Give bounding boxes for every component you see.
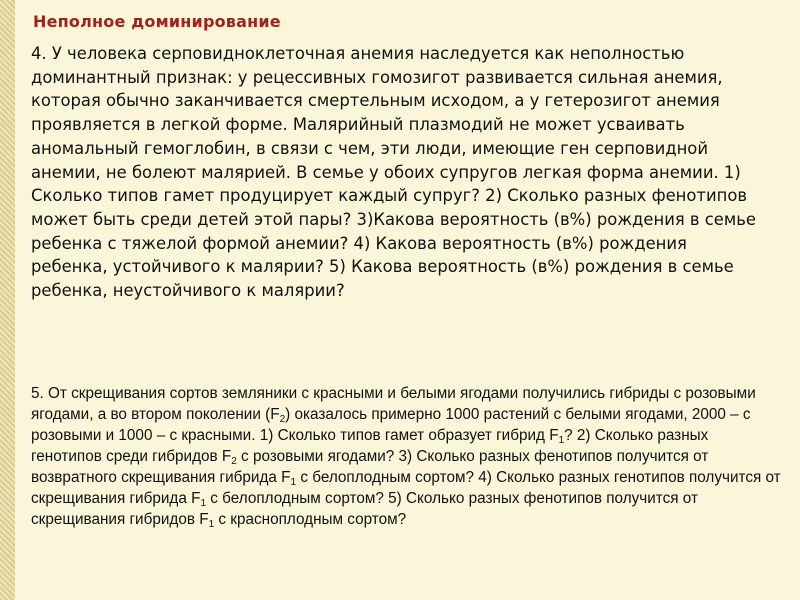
task-5-text-part: ) оказалось примерно 1000 растений с белыми ягодами, 2000 – с розовыми и 1000 – с красными. 1) Сколько типов гамет образует гибрид F xyxy=(31,406,751,444)
task-5-text-part: с розовыми ягодами? 3) Сколько разных фенотипов получится от возвратного скрещивания гибрида F xyxy=(31,448,709,486)
task-5-text-part: 5. От скрещивания сортов земляники с красными и белыми ягодами получились гибриды с розовыми ягодами, а во втором поколении (F xyxy=(31,385,756,423)
task-5-text xyxy=(31,383,781,530)
decorative-left-band xyxy=(0,0,15,600)
subscript: 2 xyxy=(231,456,237,467)
task-4-text: 4. У человека серповидноклеточная анемия наследуется как неполностью доминантный признак: у рецессивных гомозигот развивается сильная анемия, которая обычно заканчивается смертельным исходом, а у гетерозигот анемия проявляется в легкой форме. Малярийный плазмодий не может усваивать аномальный гемоглобин, в связи с чем, эти люди, имеющие ген серповидной анемии, не болеют малярией. В семье у обоих супругов легкая форма анемии. 1) Сколько типов гамет продуцирует каждый супруг? 2) Сколько разных фенотипов может быть среди детей этой пары? 3)Какова вероятность (в%) рождения в семье ребенка с тяжелой формой анемии? 4) Какова вероятность (в%) рождения ребенка, устойчивого к малярии? 5) Какова вероятность (в%) рождения в семье ребенка, неустойчивого к малярии? xyxy=(31,44,756,301)
task-5-text-part: ? 2) Сколько разных генотипов среди гибридов F xyxy=(31,427,709,465)
task-5-text-part: с белоплодным сортом? 4) Сколько разных генотипов получится от скрещивания гибрида F xyxy=(31,469,781,507)
subscript: 1 xyxy=(558,435,565,446)
subscript: 1 xyxy=(200,498,207,509)
subscript: 2 xyxy=(279,414,286,425)
task-5-text-part: с белоплодным сортом? 5) Сколько разных фенотипов получится от скрещивания гибридов F xyxy=(31,490,698,528)
task-5-text-part: с красноплодным сортом? xyxy=(214,511,407,528)
subscript: 1 xyxy=(290,477,297,488)
subscript: 1 xyxy=(208,519,215,530)
slide-title: Неполное доминирование xyxy=(33,12,281,31)
